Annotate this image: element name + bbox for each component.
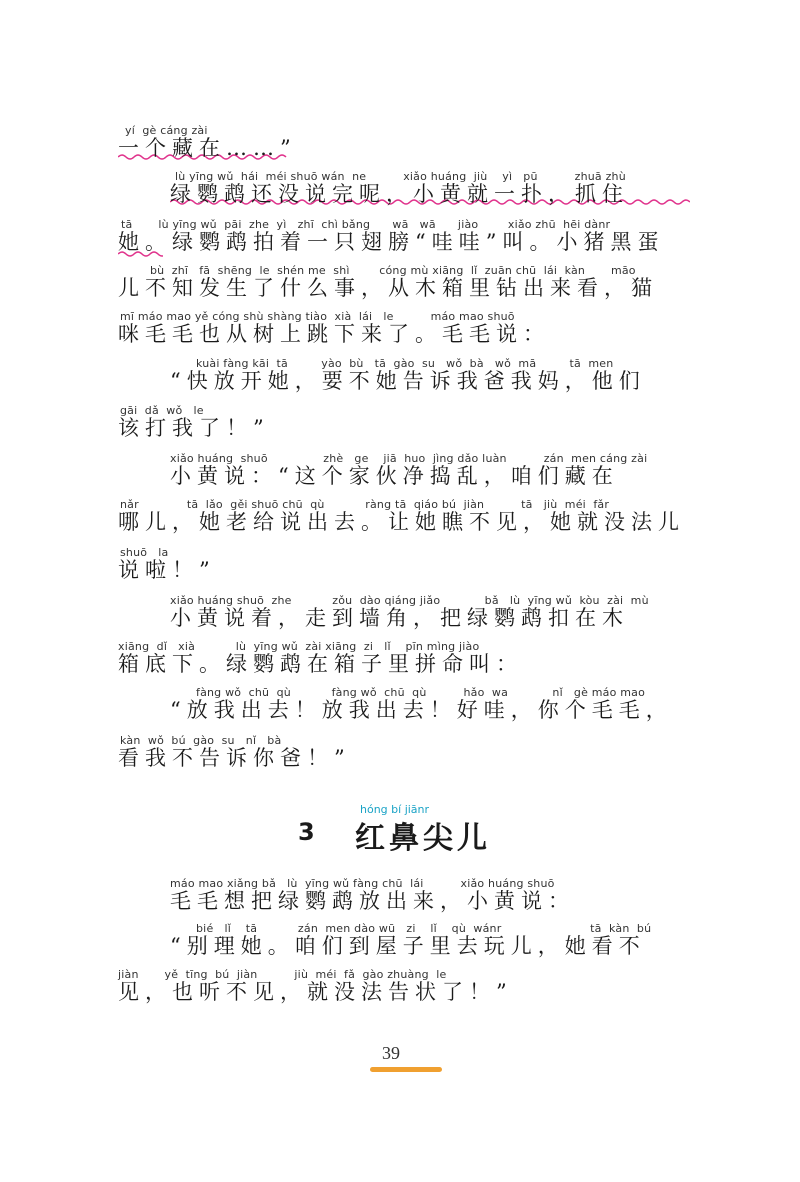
- pinyin-line: bù zhī fā shēng le shén me shì cóng mù xiāng lǐ zuān chū lái kàn māo: [150, 264, 636, 277]
- pinyin-line: xiǎo huáng shuō zhe zǒu dào qiáng jiǎo bǎ lù yīng wǔ kòu zài mù: [170, 594, 649, 607]
- pinyin-line: gāi dǎ wǒ le: [120, 404, 204, 417]
- pinyin-line: yí gè cáng zài: [125, 124, 208, 137]
- hanzi-line: 毛毛想把绿鹦鹉放出来，小黄说：: [170, 889, 575, 913]
- pinyin-line: fàng wǒ chū qù fàng wǒ chū qù hǎo wa nǐ gè máo mao: [196, 686, 646, 699]
- pinyin-line: xiāng dǐ xià lù yīng wǔ zài xiāng zi lǐ pīn mìng jiào: [118, 640, 480, 653]
- pinyin-line: shuō la: [120, 546, 169, 559]
- hanzi-line: 儿不知发生了什么事，从木箱里钻出来看，猫: [118, 276, 658, 300]
- hanzi-line: 该打我了！”: [118, 416, 270, 440]
- page-number: 39: [382, 1043, 400, 1063]
- pinyin-line: tā lù yīng wǔ pāi zhe yì zhī chì bǎng wā wā jiào xiǎo zhū hēi dànr: [121, 218, 611, 231]
- hanzi-line: 绿鹦鹉还没说完呢，小黄就一扑，抓住: [170, 182, 629, 206]
- hanzi-line: 小黄说着，走到墙角，把绿鹦鹉扣在木: [170, 606, 629, 630]
- hanzi-line: 箱底下。绿鹦鹉在箱子里拼命叫：: [118, 652, 523, 676]
- title-number: 3: [298, 818, 315, 846]
- hanzi-line: 见，也听不见，就没法告状了！”: [118, 980, 513, 1004]
- pinyin-line: jiàn yě tīng bú jiàn jiù méi fǎ gào zhuàng le: [118, 968, 447, 981]
- hanzi-line: “别理她。咱们到屋子里去玩儿，她看不: [170, 934, 646, 958]
- hanzi-line: 小黄说：“这个家伙净捣乱，咱们藏在: [170, 464, 619, 488]
- hanzi-line: 看我不告诉你爸！”: [118, 746, 351, 770]
- hanzi-line: 哪儿，她老给说出去。让她瞧不见，她就没法儿: [118, 510, 685, 534]
- pinyin-line: bié lǐ tā zán men dào wū zi lǐ qù wánr tā kàn bú: [196, 922, 652, 935]
- hanzi-line: 她。绿鹦鹉拍着一只翅膀“哇哇”叫。小猪黑蛋: [118, 230, 665, 254]
- pinyin-line: máo mao xiǎng bǎ lù yīng wǔ fàng chū lái xiǎo huáng shuō: [170, 877, 555, 890]
- hanzi-line: 说啦！”: [118, 558, 216, 582]
- page-number-underline: [370, 1067, 442, 1072]
- pinyin-line: xiǎo huáng shuō zhè ge jiā huo jìng dǎo luàn zán men cáng zài: [170, 452, 648, 465]
- hanzi-line: 一个藏在……”: [118, 136, 297, 160]
- title-pinyin: hóng bí jiānr: [360, 803, 430, 816]
- hanzi-line: 咪毛毛也从树上跳下来了。毛毛说：: [118, 322, 550, 346]
- pinyin-line: nǎr tā lǎo gěi shuō chū qù ràng tā qiáo bú jiàn tā jiù méi fǎr: [120, 498, 610, 511]
- pinyin-line: lù yīng wǔ hái méi shuō wán ne xiǎo huáng jiù yì pū zhuā zhù: [175, 170, 626, 183]
- pinyin-line: kuài fàng kāi tā yào bù tā gào su wǒ bà wǒ mā tā men: [196, 357, 614, 370]
- pinyin-line: mī máo mao yě cóng shù shàng tiào xià lái le máo mao shuō: [120, 310, 515, 323]
- pinyin-line: kàn wǒ bú gào su nǐ bà: [120, 734, 282, 747]
- title-text: 红鼻尖儿: [355, 821, 491, 856]
- hanzi-line: “快放开她，要不她告诉我爸我妈，他们: [170, 369, 646, 393]
- hanzi-line: “放我出去！放我出去！好哇，你个毛毛，: [170, 698, 673, 722]
